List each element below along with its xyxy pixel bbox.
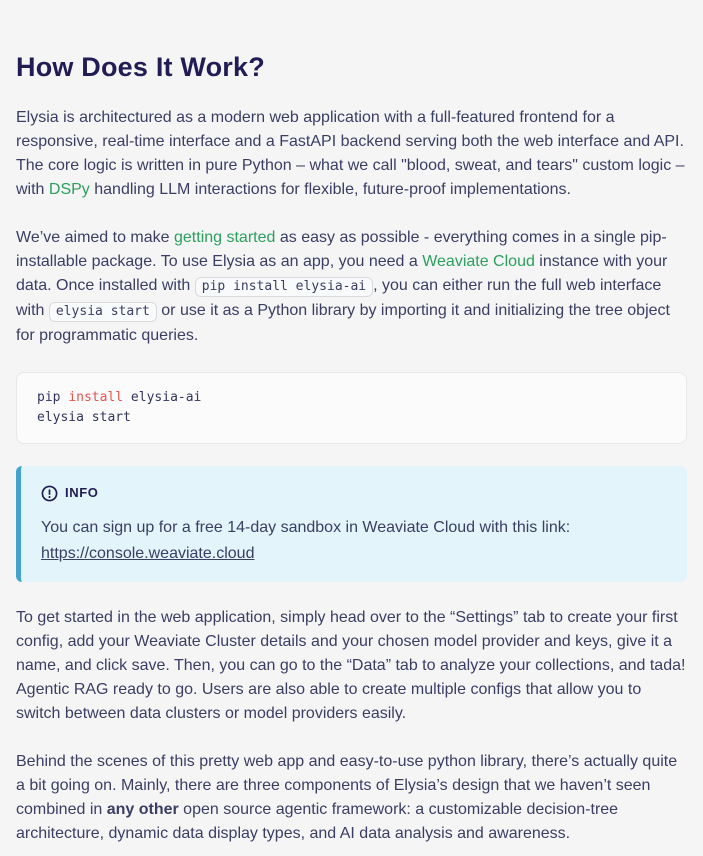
info-icon [41,485,58,502]
paragraph-getting-started [16,226,687,348]
paragraph-intro [16,106,687,202]
bold-any-other: any other [106,801,179,818]
text-segment: handling LLM interactions for flexible, future-proof implementations. [89,181,571,198]
paragraph-behind-scenes [16,750,687,846]
info-admonition [16,466,687,582]
info-admonition-header [41,481,667,505]
inline-code-pip-install: pip install elysia-ai [195,277,373,297]
weaviate-cloud-link[interactable]: Weaviate Cloud [422,253,535,270]
code-line-2: elysia start [37,410,131,425]
text-segment: instance with your data. Once installed with [16,253,668,294]
text-segment: , you can either run the full web interface with [16,277,662,319]
text-segment: Elysia is architectured as a modern web application with a full-featured frontend for a responsive, real-time interface and a FastAPI backend serving both the web interface and API. The core logic is written in pure Python – what we call "blood, sweat, and tears" custom logic – with [16,109,685,198]
dspy-link[interactable]: DSPy [48,181,90,198]
getting-started-link[interactable]: getting started [174,229,276,246]
code-text: pip [37,390,69,405]
text-segment: We’ve aimed to make [16,229,174,246]
inline-code-elysia-start: elysia start [49,302,157,322]
text-segment: or use it as a Python library by importing it and initializing the tree object for programmatic queries. [16,302,670,344]
info-label: INFO [65,485,99,500]
text-segment: as easy as possible - everything comes in a single pip-installable package. To use Elysia as an app, you need a [16,229,667,270]
paragraph-settings: To get started in the web application, simply head over to the “Settings” tab to create your first config, add your Weaviate Cluster details and your chosen model provider and keys, give it a name, and click save. Then, you can go to the “Data” tab to analyze your collections, and tada! Agentic RAG ready to go. Users are also able to create multiple configs that allow you to switch between data clusters or model providers easily. [16,609,686,722]
text-segment: Behind the scenes of this pretty web app and easy-to-use python library, there’s actually quite a bit going on. Mainly, there are three components of Elysia’s design that we haven’t seen combined in [16,753,678,818]
code-keyword: install [68,390,124,405]
page-title: How Does It Work? [16,52,265,82]
info-text: You can sign up for a free 14-day sandbox in Weaviate Cloud with this link: [41,519,571,536]
code-text: elysia-ai [123,390,202,405]
text-segment: open source agentic framework: a customizable decision-tree architecture, dynamic data display types, and AI data analysis and awareness. [16,801,619,842]
weaviate-console-link[interactable]: https://console.weaviate.cloud [41,545,255,562]
code-block [16,372,687,444]
